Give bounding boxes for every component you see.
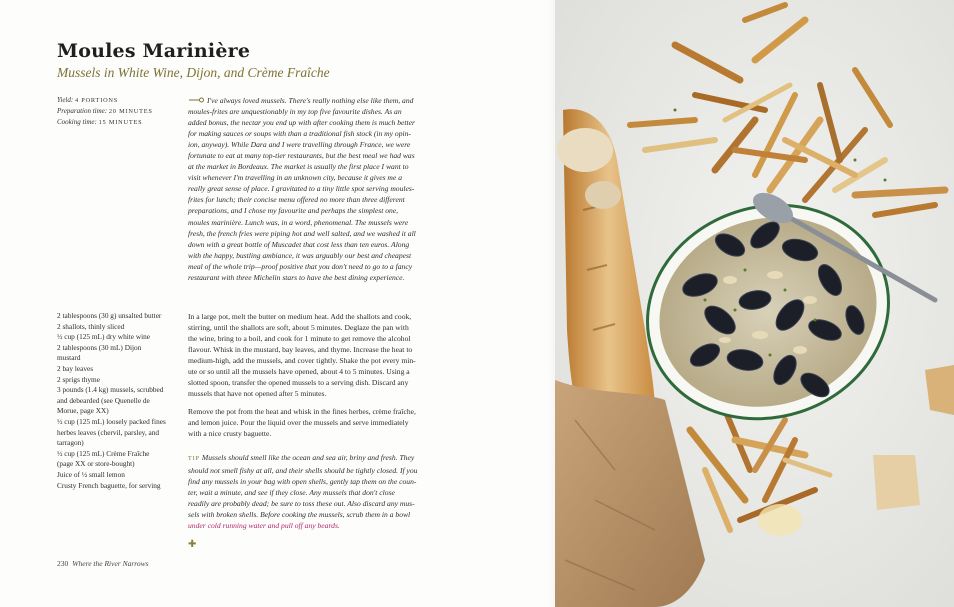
ingredient-line: 2 sprigs thyme [57, 374, 100, 384]
ingredient-line: and debearded (see Quenelle de [57, 395, 150, 405]
yield-row [57, 95, 187, 106]
intro-line: moules-frites are unquestionably in my top five favourite dishes. As an [188, 107, 402, 117]
meta-key: Cooking time: [57, 118, 97, 126]
meta-value: 15 MINUTES [98, 119, 143, 126]
ingredient-line: ½ cup (125 mL) dry white wine [57, 332, 151, 342]
meta-value: 4 PORTIONS [74, 97, 119, 104]
ingredient-line: Morue, page XX) [57, 406, 109, 416]
ingredient-list [57, 311, 181, 491]
intro-line: with the happy, bustling ambiance, it was arguably our best and cheapest [188, 250, 412, 260]
ingredient-line: 2 tablespoons (30 mL) Dijon [57, 342, 142, 352]
ingredient-line: 3 pounds (1.4 kg) mussels, scrubbed [57, 385, 164, 395]
intro-line: added bonus, the nectar you end up with after cooking them is much better [188, 118, 415, 128]
ingredient-line: tarragon) [57, 438, 84, 448]
ingredient-item [57, 470, 181, 481]
recipe-subtitle: Mussels in White Wine, Dijon, and Crème Fraîche [57, 65, 330, 80]
tip-highlight-line: under cold running water and pull off any beards. [188, 521, 340, 531]
plus-ornament-icon: ✚ [188, 539, 197, 550]
ingredient-line: herbes leaves (chervil, parsley, and [57, 427, 160, 437]
intro-line: moules marinière. Lunch was, in a word, phenomenal. The mussels were [188, 217, 409, 227]
method-line: slotted spoon, transfer the opened mussels to a serving dish. Discard any [188, 378, 409, 388]
tip-box [188, 452, 430, 531]
ingredient-item [57, 311, 181, 322]
page-number: 230 [57, 559, 69, 568]
method-line: and lemon juice. Pour the liquid over the mussels and serve immediately [188, 418, 409, 428]
method-line: Remove the pot from the heat and whisk in the fines herbes, crème fraîche, [188, 407, 416, 417]
recipe-title: Moules Marinière [57, 40, 251, 62]
intro-line: ion, anyway). While Dara and I were travelling through France, we were [188, 140, 411, 150]
method-line: medium-high, add the mussels, and cover tightly. Shake the pot every min- [188, 356, 416, 366]
intro-line: I've always loved mussels. There's really nothing else like them, and [207, 96, 414, 105]
intro-line: restaurant with three Michelin stars to have the best dining experience. [188, 272, 405, 282]
method-line: flavour. Whisk in the mustard, bay leaves, and thyme. Increase the heat to [188, 345, 413, 355]
intro-line: visit whenever I'm travelling in an unknown city, because it gives me a [188, 173, 402, 183]
ingredient-item [57, 385, 181, 417]
folio [57, 559, 149, 568]
ingredient-item [57, 322, 181, 333]
book-title: Where the River Narrows [72, 559, 149, 568]
tip-line: sels with broken shells. Before cooking the mussels, scrub them in a bowl [188, 510, 411, 520]
intro-text [188, 95, 430, 283]
intro-line: preparations, and I chose my favourite and perhaps the simplest one, [188, 206, 399, 216]
ingredient-line: (page XX or store-bought) [57, 459, 135, 469]
ingredient-item [57, 417, 181, 449]
intro-line: down with a great bottle of Muscadet that cost less than ten euros. Along [188, 239, 410, 249]
tip-line [188, 452, 430, 465]
ingredient-line: 2 bay leaves [57, 363, 94, 373]
tip-label: TIP [188, 456, 200, 462]
ingredient-item [57, 364, 181, 375]
tip-line: ter, wait a minute, and see if they close. Any mussels that don't close [188, 488, 395, 498]
intro-line: meal of the whole trip—proof positive that you don't need to go to a fancy [188, 261, 413, 271]
method-line: ute or so until all the mussels have opened, about 4 to 5 minutes. Using a [188, 367, 410, 377]
tip-line: readily are probably dead; be sure to toss these out. Also discard any mus- [188, 499, 415, 509]
ingredient-item [57, 449, 181, 470]
intro-line: fresh, the french fries were piping hot and well salted, and we washed it all [188, 228, 416, 238]
recipe-meta [57, 95, 187, 128]
tip-line: find any mussels in your bag with open shells, gently tap them on the coun- [188, 477, 417, 487]
intro-line: frites for lunch; their concise menu offered no more than three different [188, 195, 405, 205]
ingredient-line: Juice of ½ small lemon [57, 469, 125, 479]
intro-line: fortunate to eat at many top-tier restaurants, but the best meal we had was [188, 151, 415, 161]
method-text [188, 311, 430, 447]
tip-line: should not smell fishy at all, and their shells should be tightly closed. If you [188, 466, 418, 476]
cook-time-row [57, 117, 187, 128]
method-line: stirring, until the shallots are soft, about 5 minutes. Deglaze the pan with [188, 323, 409, 333]
method-paragraph [188, 406, 430, 439]
ingredient-item [57, 375, 181, 386]
ingredient-line: 2 tablespoons (30 g) unsalted butter [57, 311, 162, 320]
moules-frites-photo [555, 0, 954, 607]
method-line: mussels that have not opened after 5 minutes. [188, 389, 327, 399]
ingredient-line: ½ cup (125 mL) Crème Fraîche [57, 448, 150, 458]
method-line: In a large pot, melt the butter on medium heat. Add the shallots and cook, [188, 312, 412, 321]
intro-line: for making sauces or soups with than a traditional fish stock (in my opin- [188, 129, 411, 139]
ingredient-line: mustard [57, 353, 81, 363]
meta-key: Preparation time: [57, 107, 108, 115]
intro-line: at the market in Bordeaux. The market is usually the first place I want to [188, 162, 409, 172]
ingredient-line: ½ cup (125 mL) loosely packed fines [57, 416, 166, 426]
ingredient-line: 2 shallots, thinly sliced [57, 321, 125, 331]
ingredient-line: Crusty French baguette, for serving [57, 480, 161, 490]
ingredient-item [57, 343, 181, 364]
meta-value: 20 MINUTES [108, 108, 153, 115]
method-paragraph [188, 311, 430, 399]
intro-line: really great sense of place. I gravitated to a tiny little spot serving moules- [188, 184, 415, 194]
ingredient-item [57, 332, 181, 343]
ingredient-item [57, 481, 181, 492]
meta-key: Yield: [57, 96, 74, 104]
method-line: with a nice crusty baguette. [188, 429, 272, 439]
method-line: the wine, bring to a boil, and cook for 1 minute to get remove the alcohol [188, 334, 411, 344]
tip-text: Mussels should smell like the ocean and sea air, briny and fresh. They [201, 453, 415, 462]
prep-time-row [57, 106, 187, 117]
